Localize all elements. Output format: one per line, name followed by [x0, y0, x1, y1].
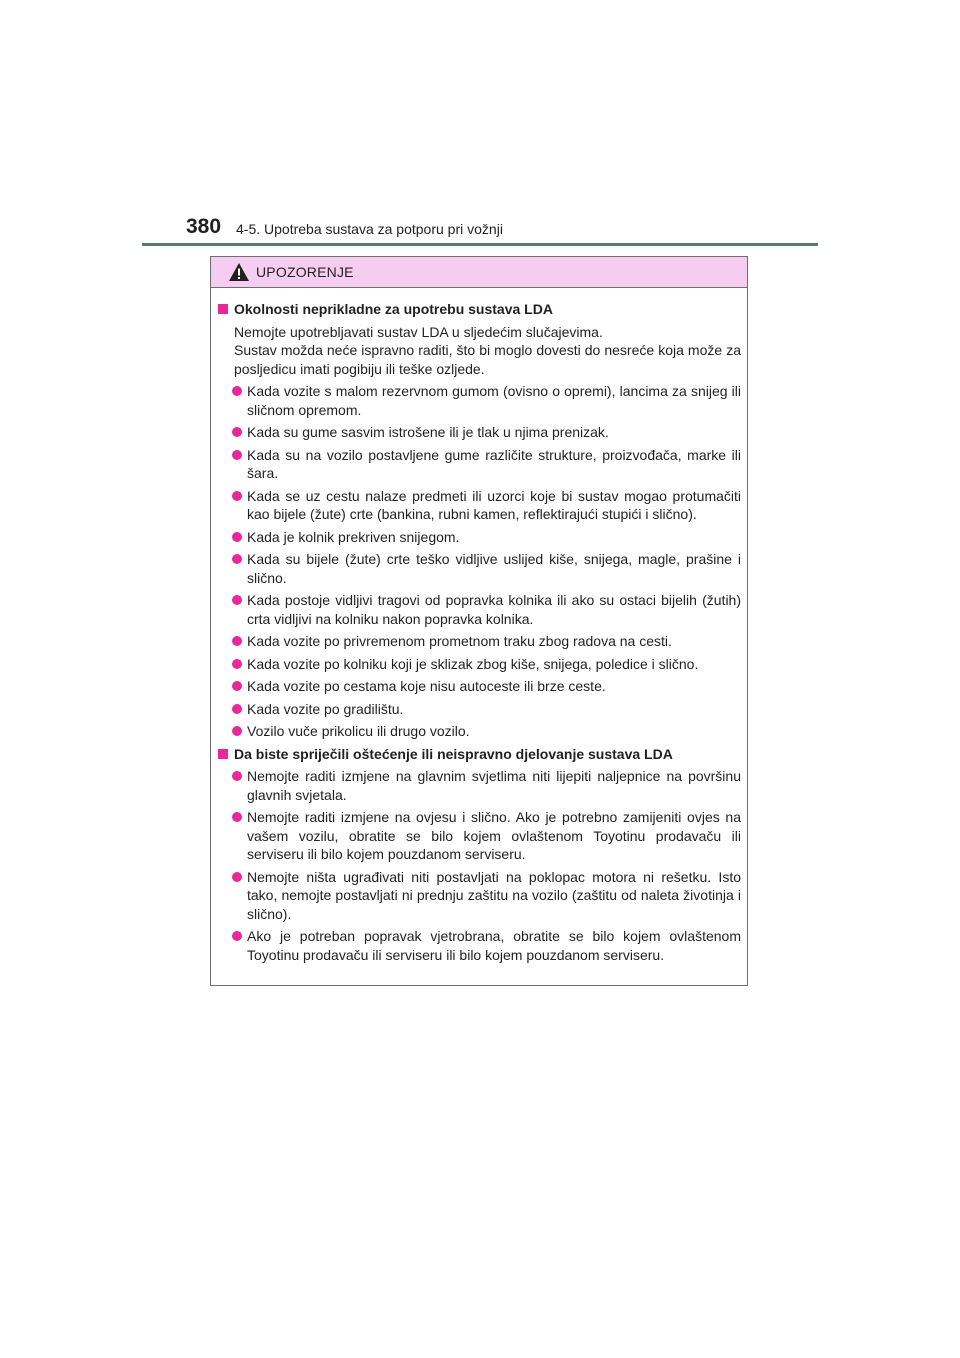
square-bullet-icon: [218, 749, 228, 759]
list-item: Kada su gume sasvim istrošene ili je tlak u njima prenizak.: [218, 423, 741, 442]
bullet-dot-icon: [232, 595, 242, 605]
page-header: [186, 214, 826, 244]
warning-title: UPOZORENJE: [256, 264, 354, 280]
list-item: Kada vozite po cestama koje nisu autoceste ili brze ceste.: [218, 677, 741, 696]
list-item: Kada vozite po privremenom prometnom traku zbog radova na cesti.: [218, 632, 741, 651]
bullet-dot-icon: [232, 659, 242, 669]
list-item: Ako je potreban popravak vjetrobrana, obratite se bilo kojem ovlaštenom Toyotinu prodavaču ili serviseru ili bilo kojem pouzdanom serviseru.: [218, 927, 741, 964]
list-item: Kada vozite s malom rezervnom gumom (ovisno o opremi), lancima za snijeg ili sličnom opremom.: [218, 382, 741, 419]
list-item: Nemojte raditi izmjene na glavnim svjetlima niti lijepiti naljepnice na površinu glavnih svjetala.: [218, 767, 741, 804]
list-item: Kada vozite po gradilištu.: [218, 700, 741, 719]
bullet-dot-icon: [232, 427, 242, 437]
square-bullet-icon: [218, 304, 228, 314]
bullet-dot-icon: [232, 931, 242, 941]
list-item: Vozilo vuče prikolicu ili drugo vozilo.: [218, 722, 741, 741]
paragraph: Sustav možda neće ispravno raditi, što bi moglo dovesti do nesreće koja može za posljedicu imati pogibiju ili teške ozljede.: [234, 342, 741, 377]
bullet-dot-icon: [232, 812, 242, 822]
bullet-dot-icon: [232, 872, 242, 882]
list-item: Kada je kolnik prekriven snijegom.: [218, 528, 741, 547]
warning-triangle-icon: [228, 262, 250, 282]
bullet-dot-icon: [232, 491, 242, 501]
list-item: Kada se uz cestu nalaze predmeti ili uzorci koje bi sustav mogao protumačiti kao bijele (žute) crte (bankina, rubni kamen, reflektirajući stupići i slično).: [218, 487, 741, 524]
bullet-dot-icon: [232, 726, 242, 736]
section-heading: Okolnosti neprikladne za upotrebu sustava LDA: [218, 300, 741, 319]
list-item: Nemojte ništa ugrađivati niti postavljati na poklopac motora ni rešetku. Isto tako, nemojte postavljati ni prednju zaštitu na vozilo (zaštitu od naleta životinja i slično).: [218, 868, 741, 924]
bullet-dot-icon: [232, 771, 242, 781]
section-heading: Da biste spriječili oštećenje ili neispravno djelovanje sustava LDA: [218, 745, 741, 764]
bullet-dot-icon: [232, 386, 242, 396]
header-divider: [142, 243, 818, 246]
warning-body: [211, 288, 747, 964]
warning-header: [211, 257, 747, 288]
bullet-dot-icon: [232, 636, 242, 646]
warning-box: [210, 256, 748, 986]
list-item: Kada vozite po kolniku koji je sklizak zbog kiše, snijega, poledice i slično.: [218, 655, 741, 674]
list-item: Nemojte raditi izmjene na ovjesu i slično. Ako je potrebno zamijeniti ovjes na vašem vozilu, obratite se bilo kojem ovlaštenom Toyotinu prodavaču ili serviseru ili bilo kojem pouzdanom serviseru.: [218, 808, 741, 864]
bullet-dot-icon: [232, 450, 242, 460]
bullet-dot-icon: [232, 532, 242, 542]
page-number: 380: [186, 215, 222, 238]
section-title: 4-5. Upotreba sustava za potporu pri vožnji: [236, 221, 503, 237]
paragraph: Nemojte upotrebljavati sustav LDA u sljedećim slučajevima.: [234, 323, 603, 340]
bullet-dot-icon: [232, 681, 242, 691]
list-item: Kada su na vozilo postavljene gume različite strukture, proizvođača, marke ili šara.: [218, 446, 741, 483]
list-item: Kada su bijele (žute) crte teško vidljive uslijed kiše, snijega, magle, prašine i slično.: [218, 550, 741, 587]
bullet-dot-icon: [232, 704, 242, 714]
list-item: Kada postoje vidljivi tragovi od popravka kolnika ili ako su ostaci bijelih (žutih) crta vidljivi na kolniku nakon popravka kolnika.: [218, 591, 741, 628]
bullet-dot-icon: [232, 554, 242, 564]
